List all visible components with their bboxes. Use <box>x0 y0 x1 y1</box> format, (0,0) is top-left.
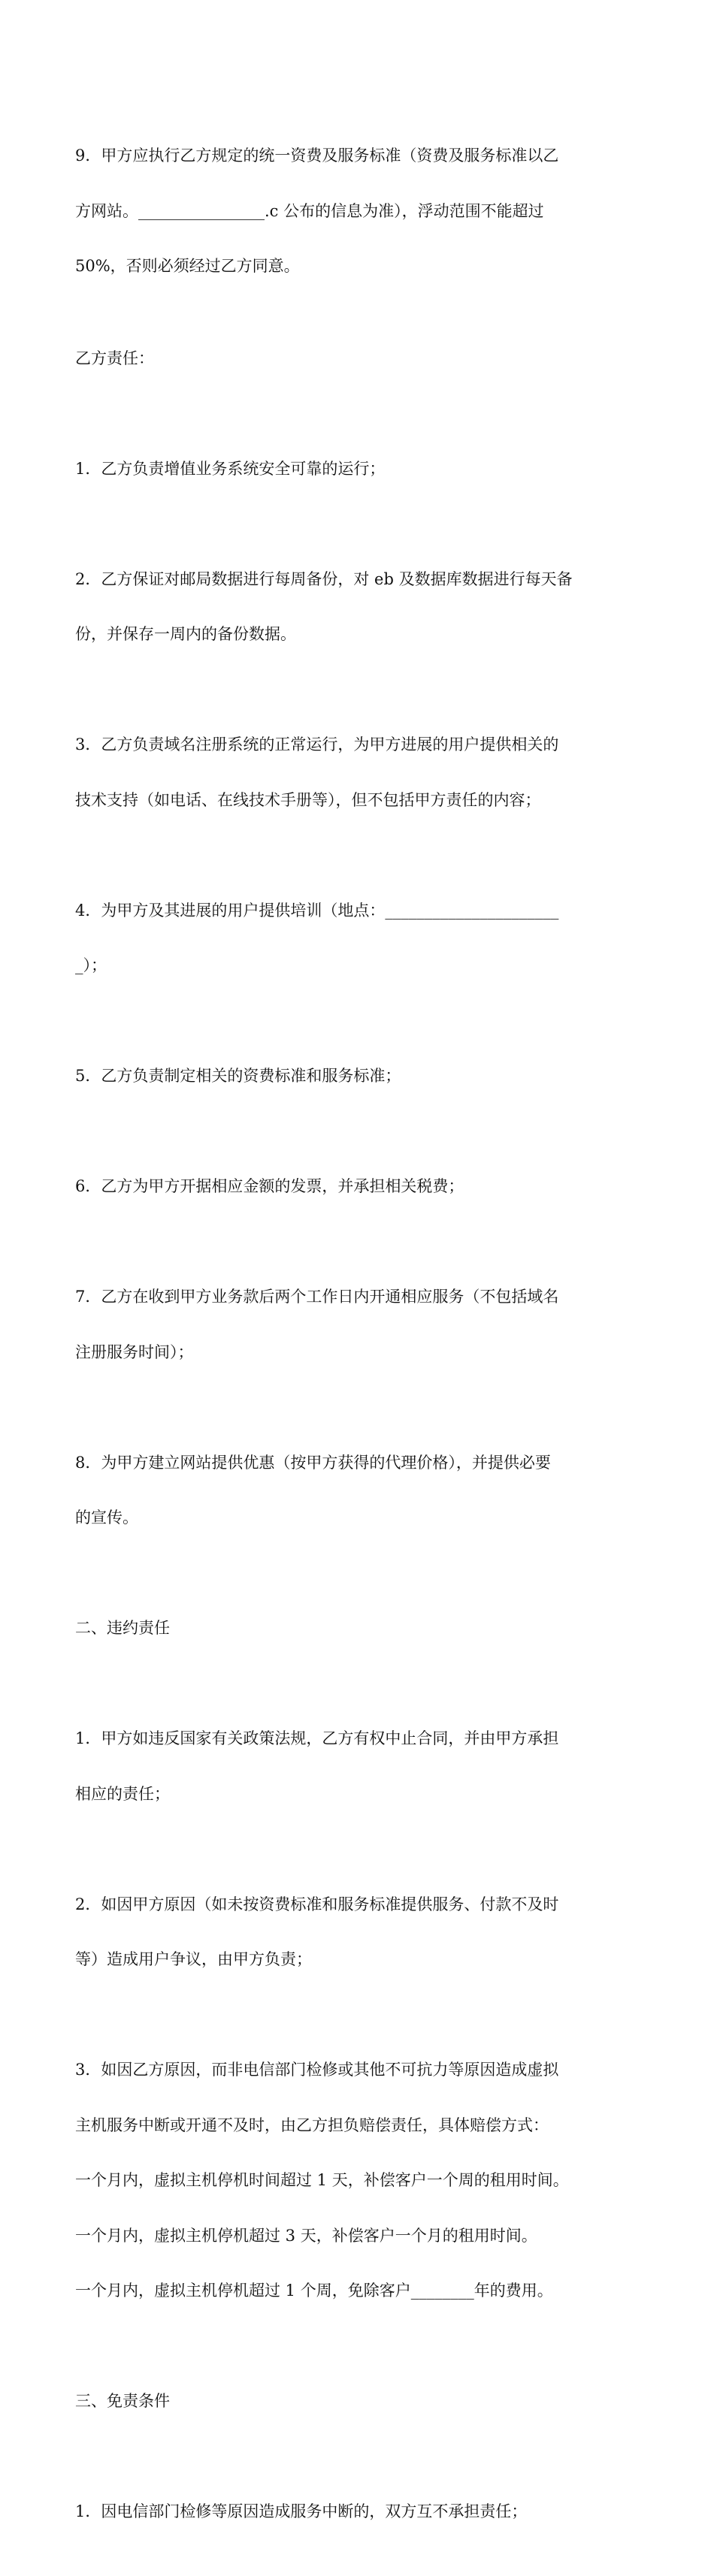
clause-s2-2 <box>75 1859 646 2006</box>
text-line: 相应的责任； <box>75 1784 170 1803</box>
text-line: 3．如因乙方原因，而非电信部门检修或其他不可抗力等原因造成虚拟 <box>75 2061 559 2079</box>
text-line: 方网站。________________.c 公布的信息为准），浮动范围不能超过 <box>75 201 544 220</box>
clause-s3-1 <box>75 2466 646 2558</box>
text-line: 主机服务中断或开通不及时，由乙方担负赔偿责任，具体赔偿方式： <box>75 2115 549 2134</box>
text-line: 6．乙方为甲方开据相应金额的发票，并承担相关税费； <box>75 1177 464 1195</box>
text-line: 2．乙方保证对邮局数据进行每周备份，对 eb 及数据库数据进行每天备 <box>75 569 573 588</box>
clause-9 <box>75 110 646 313</box>
text-line: _）； <box>75 956 107 974</box>
text-line: 乙方责任： <box>75 349 154 367</box>
text-line: 2．如因甲方原因（如未按资费标准和服务标准提供服务、付款不及时 <box>75 1895 559 1913</box>
text-line: 技术支持（如电话、在线技术手册等），但不包括甲方责任的内容； <box>75 790 541 809</box>
clause-b-2 <box>75 533 646 681</box>
text-line: 9．甲方应执行乙方规定的统一资费及服务标准（资费及服务标准以乙 <box>75 146 559 165</box>
clause-b-5 <box>75 1030 646 1122</box>
text-line: 三、免责条件 <box>75 2392 170 2410</box>
text-line: 的宣传。 <box>75 1508 138 1527</box>
text-line: 7．乙方在收到甲方业务款后两个工作日内开通相应服务（不包括域名 <box>75 1288 559 1306</box>
text-line: 8．为甲方建立网站提供优惠（按甲方获得的代理价格），并提供必要 <box>75 1453 551 1472</box>
clause-s2-1 <box>75 1693 646 1840</box>
clause-b-3 <box>75 699 646 846</box>
clause-b-1 <box>75 423 646 515</box>
text-line: 5．乙方负责制定相关的资费标准和服务标准； <box>75 1067 401 1085</box>
text-line: 一个月内，虚拟主机停机时间超过 1 天，补偿客户一个周的租用时间。 <box>75 2171 569 2189</box>
clause-b-4 <box>75 865 646 1012</box>
section-3-heading <box>75 2355 646 2448</box>
party-b-heading <box>75 313 646 405</box>
clause-b-8 <box>75 1417 646 1564</box>
clause-s2-3 <box>75 2024 646 2337</box>
text-line: 3．乙方负责域名注册系统的正常运行，为甲方进展的用户提供相关的 <box>75 735 559 753</box>
text-line: 4．为甲方及其进展的用户提供培训（地点：______________________ <box>75 901 559 920</box>
text-line: 份，并保存一周内的备份数据。 <box>75 625 296 643</box>
text-line: 二、违约责任 <box>75 1619 170 1637</box>
section-2-heading <box>75 1582 646 1675</box>
text-line: 1．因电信部门检修等原因造成服务中断的，双方互不承担责任； <box>75 2502 528 2520</box>
text-line: 注册服务时间）； <box>75 1342 194 1361</box>
text-line: 1．乙方负责增值业务系统安全可靠的运行； <box>75 459 386 478</box>
text-line: 一个月内，虚拟主机停机超过 1 个周，免除客户________年的费用。 <box>75 2282 553 2300</box>
text-line: 一个月内，虚拟主机停机超过 3 天，补偿客户一个月的租用时间。 <box>75 2226 537 2245</box>
text-line: 1．甲方如违反国家有关政策法规，乙方有权中止合同，并由甲方承担 <box>75 1729 559 1747</box>
document-page <box>75 110 646 2576</box>
text-line: 50%，否则必须经过乙方同意。 <box>75 257 300 275</box>
text-line: 等）造成用户争议，由甲方负责； <box>75 1950 312 1968</box>
clause-b-7 <box>75 1251 646 1398</box>
clause-b-6 <box>75 1140 646 1233</box>
